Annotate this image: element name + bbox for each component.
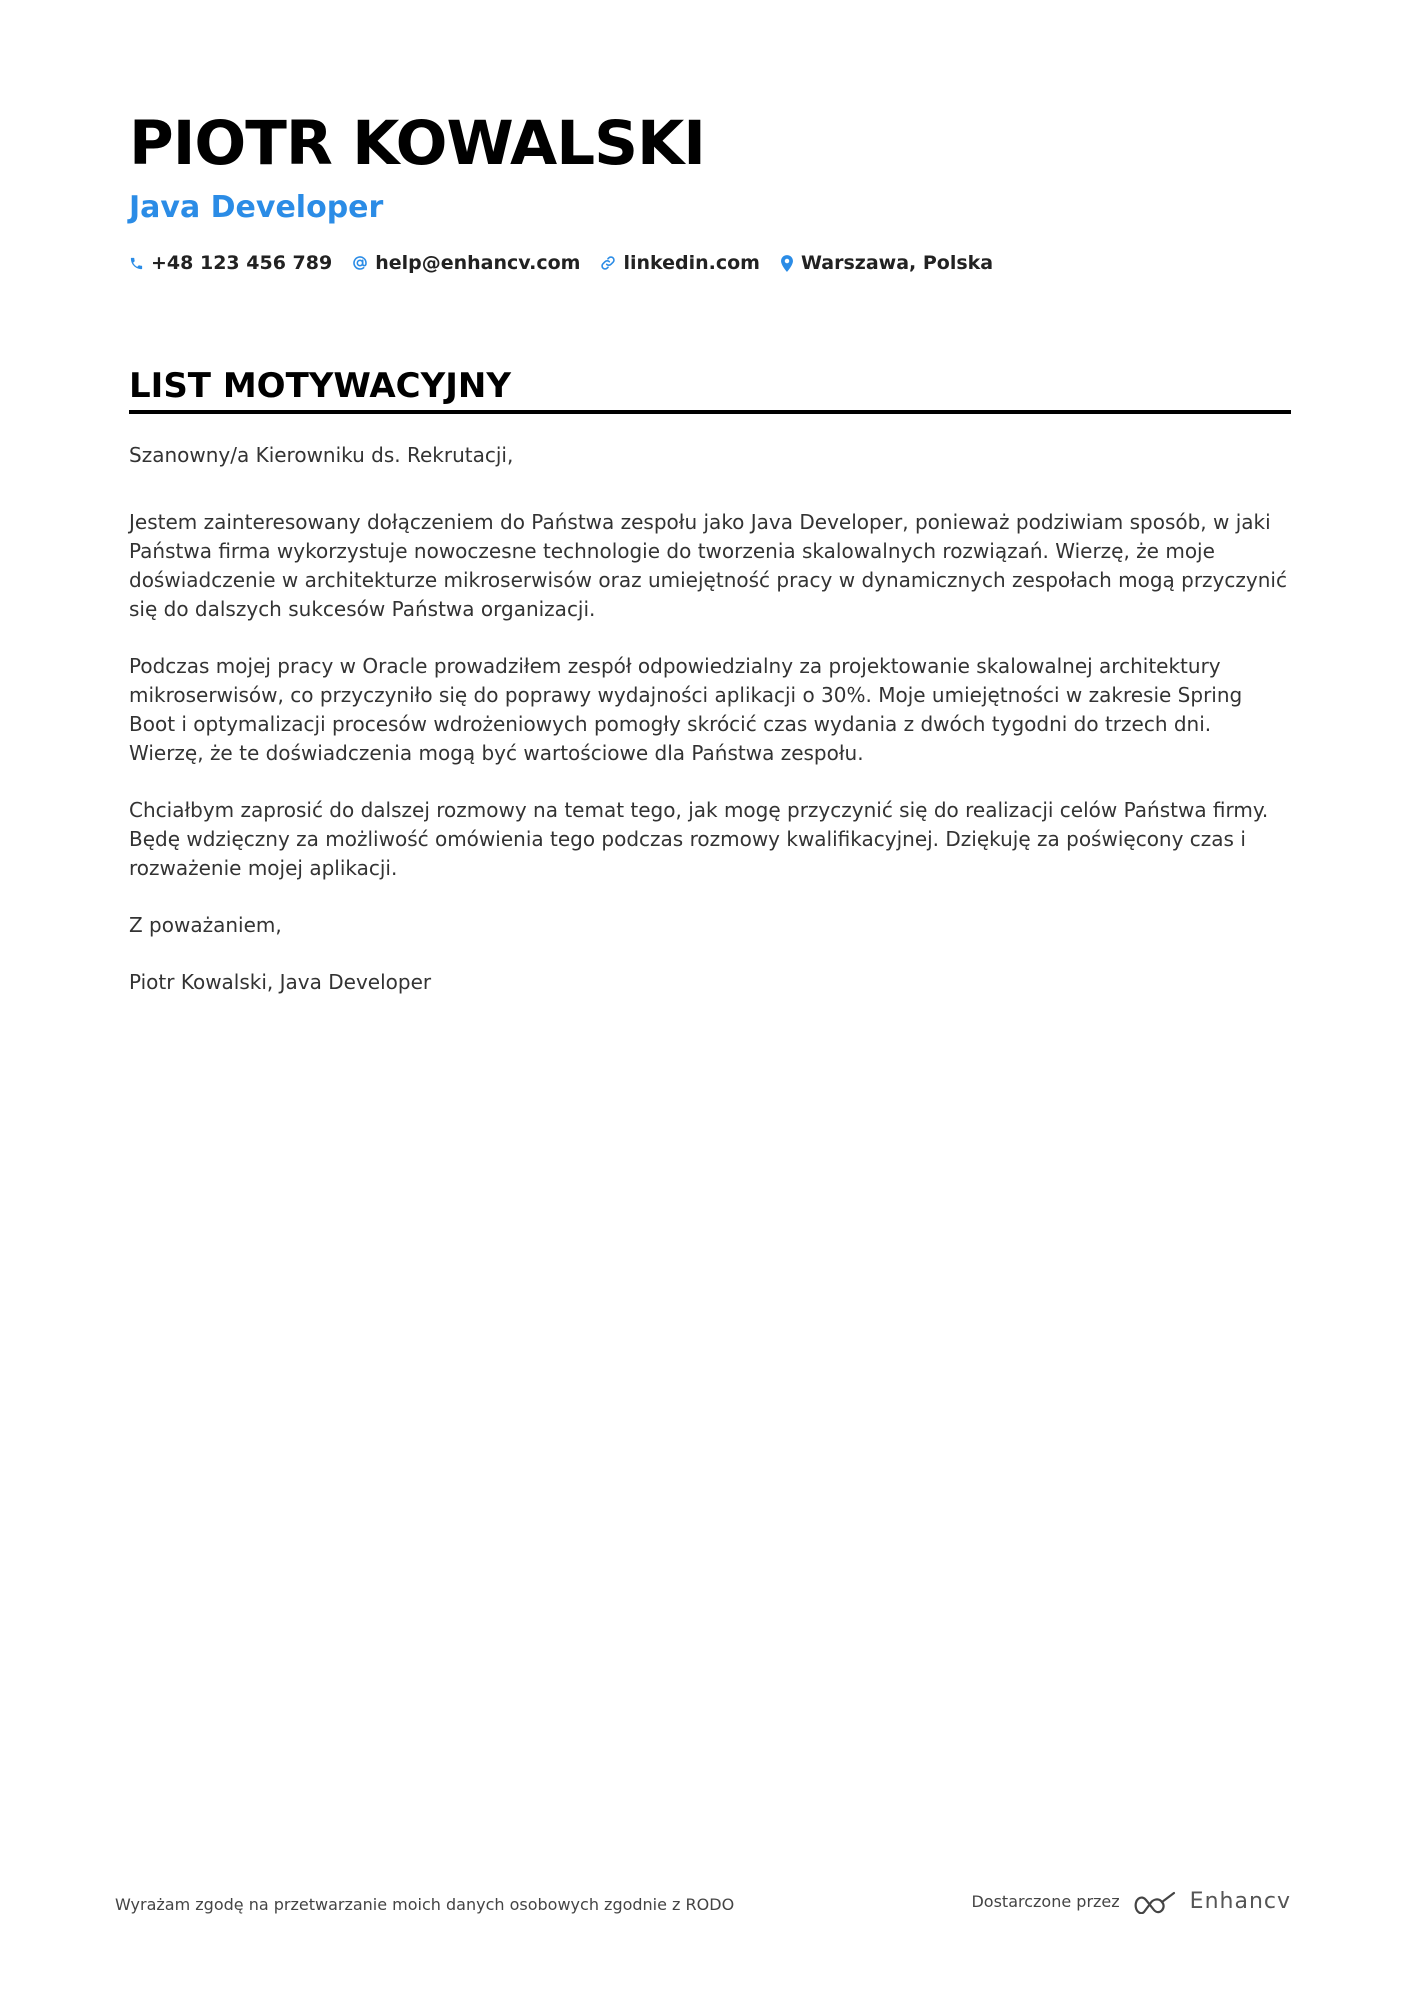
linkedin-url: linkedin.com xyxy=(623,252,760,274)
contact-bar xyxy=(129,252,1013,274)
at-icon xyxy=(352,255,368,271)
letter-paragraph: Podczas mojej pracy w Oracle prowadziłem zespół odpowiedzialny za projektowanie skalowalnej architektury mikroserwisów, co przyczyniło się do poprawy wydajności aplikacji o 30%. Moje umiejętności w zakresie Spring Boot i optymalizacji procesów wdrożeniowych pomogły skrócić czas wydania z dwóch tygodni do trzech dni. Wierzę, że te doświadczenia mogą być wartościowe dla Państwa zespołu. xyxy=(129,654,1243,765)
letter-paragraph: Chciałbym zaprosić do dalszej rozmowy na temat tego, jak mogę przyczynić się do realizacji celów Państwa firmy. Będę wdzięczny za możliwość omówienia tego podczas rozmowy kwalifikacyjnej. Dziękuję za poświęcony czas i rozważenie mojej aplikacji. xyxy=(129,798,1269,880)
contact-linkedin[interactable] xyxy=(600,252,760,274)
phone-number: +48 123 456 789 xyxy=(151,252,333,274)
section-divider xyxy=(129,410,1291,414)
letter-closing: Z poważaniem, xyxy=(129,913,282,937)
brand-name: Enhancv xyxy=(1189,1889,1291,1914)
link-icon xyxy=(600,255,616,271)
letter-paragraph: Jestem zainteresowany dołączeniem do Państwa zespołu jako Java Developer, ponieważ podziwiam sposób, w jaki Państwa firma wykorzystuje nowoczesne technologie do tworzenia skalowalnych rozwiązań. Wierzę, że moje doświadczenie w architekturze mikroserwisów oraz umiejętność pracy w dynamicznych zespołach mogą przyczynić się do dalszych sukcesów Państwa organizacji. xyxy=(129,510,1287,621)
contact-phone[interactable] xyxy=(129,252,332,274)
powered-by[interactable] xyxy=(971,1889,1291,1914)
powered-by-label: Dostarczone przez xyxy=(971,1892,1120,1911)
phone-icon xyxy=(129,256,144,271)
contact-email[interactable] xyxy=(352,252,580,274)
candidate-role: Java Developer xyxy=(129,190,384,225)
contact-location xyxy=(780,252,993,274)
letter-body xyxy=(129,441,1291,1025)
consent-note: Wyrażam zgodę na przetwarzanie moich danych osobowych zgodnie z RODO xyxy=(115,1895,735,1914)
email-address: help@enhancv.com xyxy=(375,252,581,274)
section-title: LIST MOTYWACYJNY xyxy=(129,366,511,406)
letter-greeting: Szanowny/a Kierowniku ds. Rekrutacji, xyxy=(129,443,514,467)
letter-signature: Piotr Kowalski, Java Developer xyxy=(129,970,432,994)
candidate-name: PIOTR KOWALSKI xyxy=(129,108,705,179)
location-pin-icon xyxy=(780,255,794,272)
location-text: Warszawa, Polska xyxy=(800,252,994,274)
enhancv-logo-icon xyxy=(1132,1890,1178,1914)
